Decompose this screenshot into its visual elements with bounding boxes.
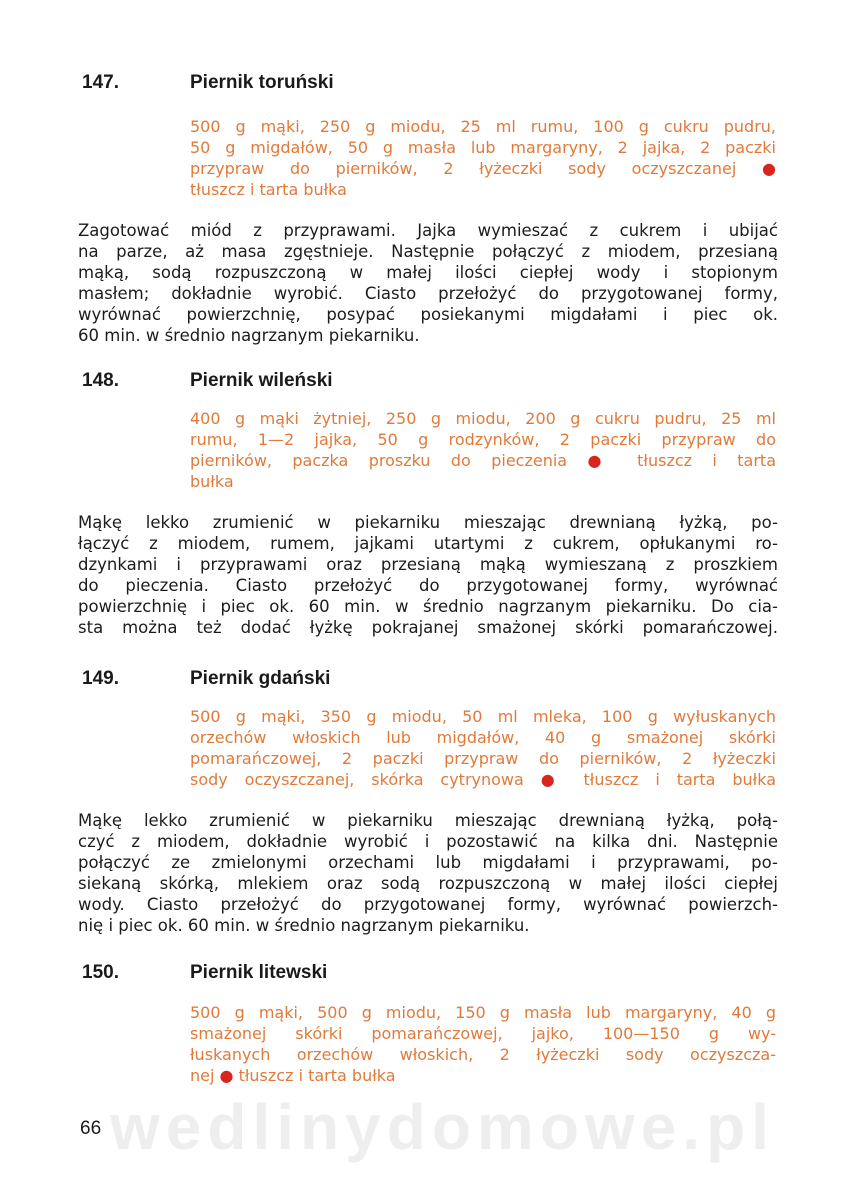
method-line: Mąkę lekko zrumienić w piekarniku mieszając drewnianą łyżką, połą-	[78, 811, 778, 830]
recipe-147	[78, 72, 778, 346]
recipe-header	[78, 72, 778, 102]
bullet-icon: ●	[219, 1066, 234, 1085]
ingredients-list	[190, 1002, 776, 1086]
method-line: powierzchnię i piec ok. 60 min. w średnio nagrzanym piekarniku. Do cia-	[78, 597, 778, 616]
method-line: sta można też dodać łyżkę pokrajanej smażonej skórki pomarańczowej.	[78, 618, 778, 637]
recipe-title: Piernik litewski	[190, 962, 328, 983]
ingredients-list	[190, 116, 776, 200]
ingredients-line: smażonej skórki pomarańczowej, jajko, 100—150 g wy-	[190, 1024, 776, 1043]
method-line: Zagotować miód z przyprawami. Jajka wymieszać z cukrem i ubijać	[78, 221, 778, 240]
watermark: wedlinydomowe.pl	[110, 1091, 775, 1163]
ingredients-line: 500 g mąki, 350 g miodu, 50 ml mleka, 100 g wyłuskanych	[190, 707, 776, 726]
method-line: na parze, aż masa zgęstnieje. Następnie połączyć z miodem, przesianą	[78, 242, 778, 261]
ingredients-line: 500 g mąki, 500 g miodu, 150 g masła lub margaryny, 40 g	[190, 1003, 776, 1022]
recipe-header	[78, 962, 778, 992]
recipe-number: 147.	[82, 72, 119, 93]
method-line: Mąkę lekko zrumienić w piekarniku mieszając drewnianą łyżką, po-	[78, 513, 778, 532]
method-line: masłem; dokładnie wyrobić. Ciasto przełożyć do przygotowanej formy,	[78, 284, 778, 303]
method-line: łączyć z miodem, rumem, jajkami utartymi z cukrem, opłukanymi ro-	[78, 534, 778, 553]
method-line: 60 min. w średnio nagrzanym piekarniku.	[78, 326, 420, 345]
bullet-icon: ●	[587, 451, 617, 470]
method-line: czyć z miodem, dokładnie wyrobić i pozostawić na kilka dni. Następnie	[78, 832, 778, 851]
ingredients-line: 50 g migdałów, 50 g masła lub margaryny, 2 jajka, 2 paczki	[190, 138, 776, 157]
page-number: 66	[80, 1118, 102, 1139]
ingredients-line: przypraw do pierników, 2 łyżeczki sody oczyszczanej ●	[190, 159, 776, 178]
ingredients-line: orzechów włoskich lub migdałów, 40 g smażonej skórki	[190, 728, 776, 747]
ingredients-line: bułka	[190, 472, 234, 491]
ingredients-line: 400 g mąki żytniej, 250 g miodu, 200 g cukru pudru, 25 ml	[190, 409, 776, 428]
ingredients-line: tłuszcz i tarta bułka	[190, 180, 347, 199]
method-line: nię i piec ok. 60 min. w średnio nagrzanym piekarniku.	[78, 916, 530, 935]
recipe-header	[78, 370, 778, 400]
bullet-icon: ●	[540, 770, 567, 789]
method-line: do pieczenia. Ciasto przełożyć do przygotowanej formy, wyrównać	[78, 576, 778, 595]
recipe-number: 149.	[82, 668, 119, 689]
ingredients-line: sody oczyszczanej, skórka cytrynowa ● tłuszcz i tarta bułka	[190, 770, 776, 789]
ingredients-line: 500 g mąki, 250 g miodu, 25 ml rumu, 100 g cukru pudru,	[190, 117, 776, 136]
ingredients-line: pierników, paczka proszku do pieczenia ● tłuszcz i tarta	[190, 451, 776, 470]
recipe-header	[78, 668, 778, 698]
method-text	[78, 810, 778, 936]
recipe-number: 148.	[82, 370, 119, 391]
method-line: mąką, sodą rozpuszczoną w małej ilości ciepłej wody i stopionym	[78, 263, 778, 282]
ingredients-list	[190, 408, 776, 492]
ingredients-line: rumu, 1—2 jajka, 50 g rodzynków, 2 paczki przypraw do	[190, 430, 776, 449]
method-line: wody. Ciasto przełożyć do przygotowanej formy, wyrównać powierzch-	[78, 895, 778, 914]
recipe-title: Piernik gdański	[190, 668, 331, 689]
recipe-149	[78, 668, 778, 936]
bullet-icon: ●	[762, 159, 776, 178]
recipe-number: 150.	[82, 962, 119, 983]
recipe-150	[78, 962, 778, 1086]
method-line: dzynkami i przyprawami oraz przesianą mąką wymieszaną z proszkiem	[78, 555, 778, 574]
ingredients-line: pomarańczowej, 2 paczki przypraw do pierników, 2 łyżeczki	[190, 749, 776, 768]
method-line: siekaną skórką, mlekiem oraz sodą rozpuszczoną w małej ilości ciepłej	[78, 874, 778, 893]
method-text	[78, 512, 778, 638]
ingredients-list	[190, 706, 776, 790]
ingredients-line: nej ● tłuszcz i tarta bułka	[190, 1066, 396, 1085]
method-text	[78, 220, 778, 346]
recipe-title: Piernik toruński	[190, 72, 334, 93]
recipe-title: Piernik wileński	[190, 370, 333, 391]
method-line: połączyć ze zmielonymi orzechami lub migdałami i przyprawami, po-	[78, 853, 778, 872]
recipe-148	[78, 370, 778, 638]
method-line: wyrównać powierzchnię, posypać posiekanymi migdałami i piec ok.	[78, 305, 778, 324]
ingredients-line: łuskanych orzechów włoskich, 2 łyżeczki sody oczyszcza-	[190, 1045, 776, 1064]
